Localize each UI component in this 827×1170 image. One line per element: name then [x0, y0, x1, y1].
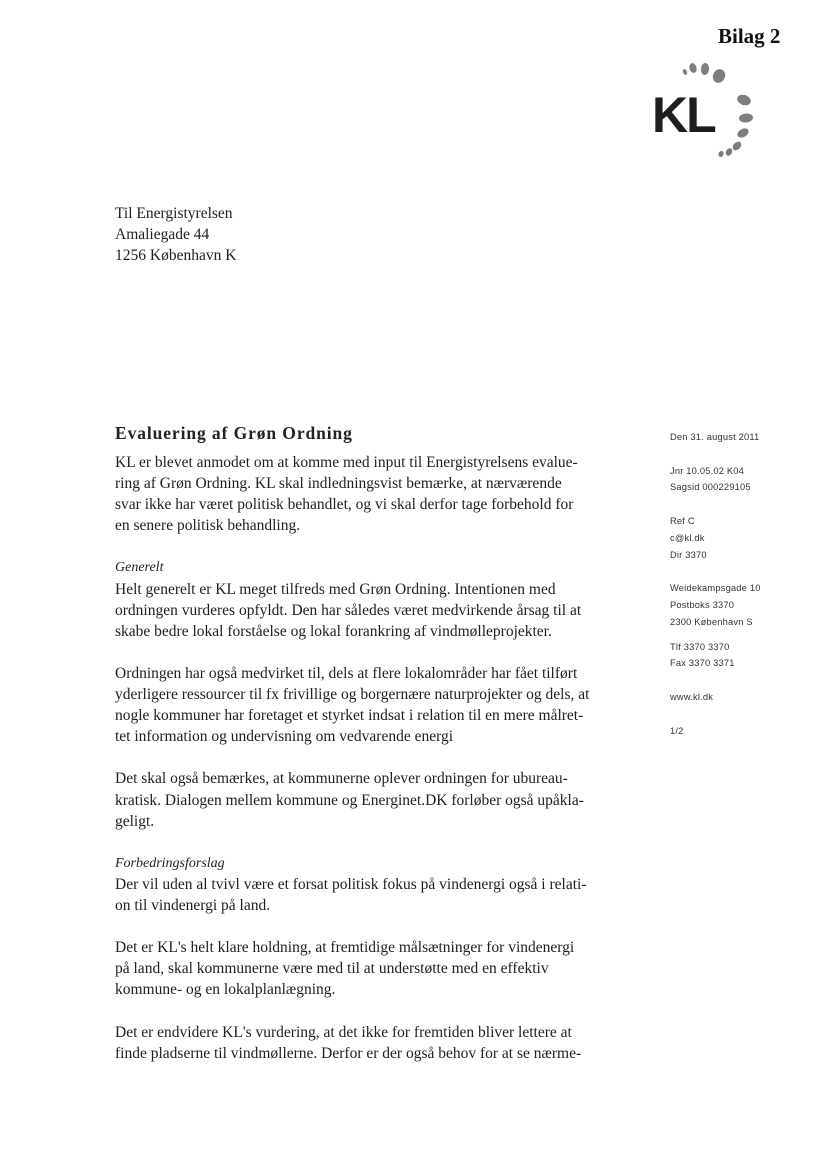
website: www.kl.dk [670, 691, 714, 702]
po-box: Postboks 3370 [670, 599, 735, 610]
letter-title: Evaluering af Grøn Ordning [115, 423, 353, 443]
logo-text: KL [652, 87, 715, 143]
body-line: skabe bedre lokal forståelse og lokal forankring af vindmølleprojekter. [115, 622, 552, 640]
direct-phone: Dir 3370 [670, 549, 707, 560]
letter-date: Den 31. august 2011 [670, 432, 760, 442]
city: 2300 København S [670, 616, 753, 627]
phone: Tlf 3370 3370 [670, 641, 730, 652]
body-line: Ordningen har også medvirket til, dels at flere lokalområder har fået tilført [115, 664, 578, 682]
letter-body [115, 452, 625, 1064]
body-line: en senere politisk behandling. [115, 517, 301, 535]
body-line: Det skal også bemærkes, at kommunerne oplever ordningen for ubureau- [115, 770, 568, 788]
recipient-address [115, 203, 236, 266]
reference: Ref C [670, 515, 695, 526]
case-id: Sagsid 000229105 [670, 482, 751, 493]
page-number: 1/2 [670, 725, 684, 736]
section-heading: Forbedringsforslag [115, 855, 225, 871]
body-line: yderligere ressourcer til fx frivillige og borgernære naturprojekter og dels, at [115, 686, 590, 704]
body-line: nogle kommuner har foretaget et styrket indsat i relation til en mere målret- [115, 707, 584, 725]
body-line: kommune- og en lokalplanlægning. [115, 981, 336, 999]
body-line: Der vil uden al tvivl være et forsat politisk fokus på vindenergi også i relati- [115, 875, 587, 893]
kl-logo [648, 58, 760, 164]
body-line: KL er blevet anmodet om at komme med input til Energistyrelsens evalue- [115, 454, 578, 471]
body-line: geligt. [115, 812, 155, 830]
body-line: ring af Grøn Ordning. KL skal indledningsvist bemærke, at nærværende [115, 475, 562, 493]
body-line: Helt generelt er KL meget tilfreds med Grøn Ordning. Intentionen med [115, 580, 556, 598]
body-line: finde pladserne til vindmøllerne. Derfor er der også behov for at se nærme- [115, 1044, 582, 1062]
body-line: kratisk. Dialogen mellem kommune og Energinet.DK forløber også upåkla- [115, 791, 584, 809]
annex-label: Bilag 2 [718, 24, 781, 48]
body-line: ordningen vurderes opfyldt. Den har således været medvirkende årsag til at [115, 601, 582, 619]
recipient-line: 1256 København K [115, 247, 237, 264]
fax: Fax 3370 3371 [670, 658, 735, 669]
body-line: på land, skal kommunerne være med til at understøtte med en effektiv [115, 960, 549, 978]
recipient-line: Amaliegade 44 [115, 226, 210, 243]
recipient-line: Til Energistyrelsen [115, 205, 233, 222]
email: c@kl.dk [670, 532, 705, 543]
body-line: tet information og undervisning om vedvarende energi [115, 728, 454, 746]
sender-info [670, 429, 761, 739]
body-line: svar ikke har været politisk behandlet, og vi skal derfor tage forbehold for [115, 496, 574, 514]
body-line: Det er KL's helt klare holdning, at fremtidige målsætninger for vindenergi [115, 939, 575, 957]
body-line: on til vindenergi på land. [115, 896, 271, 914]
body-line: Det er endvidere KL's vurdering, at det ikke for fremtiden bliver lettere at [115, 1023, 572, 1041]
journal-number: Jnr 10.05.02 K04 [670, 465, 745, 476]
street-address: Weidekampsgade 10 [670, 583, 761, 594]
section-heading: Generelt [115, 560, 164, 576]
